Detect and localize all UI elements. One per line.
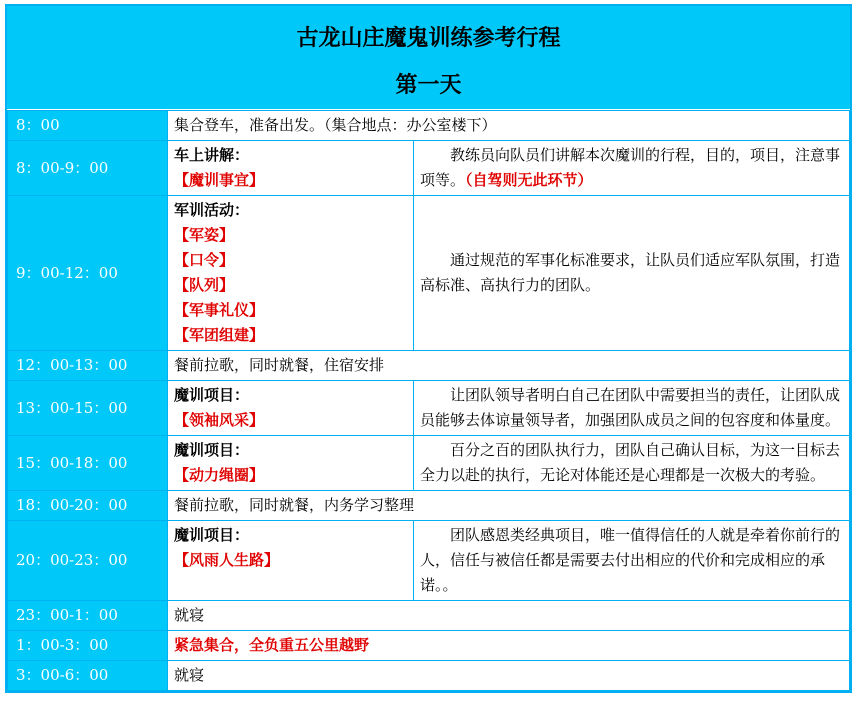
day-title: 第一天: [395, 72, 462, 98]
description-cell: 通过规范的军事化标准要求，让队员们适应军队氛围，打造高标准、高执行力的团队。: [414, 196, 850, 351]
activity-label: 魔训项目：: [174, 526, 250, 544]
activity-item: 【魔训事宜】: [174, 171, 265, 189]
time-cell: 3：00-6：00: [8, 661, 168, 691]
activity-cell: 餐前拉歌，同时就餐，住宿安排: [168, 351, 850, 381]
description-cell: 让团队领导者明白自己在团队中需要担当的责任，让团队成员能够去体谅量领导者，加强团队成员之间的包容度和体量度。: [414, 381, 850, 436]
time-cell: 23：00-1：00: [8, 601, 168, 631]
table-row: [8, 351, 850, 381]
itinerary-sheet: [5, 4, 852, 693]
activity-item: 【军事礼仪】: [174, 301, 265, 319]
activity-cell: 就寝: [168, 601, 850, 631]
activity-item: 【风雨人生路】: [174, 551, 280, 569]
time-cell: 12：00-13：00: [8, 351, 168, 381]
description-note: （自驾则无此环节）: [465, 171, 593, 189]
activity-cell: 就寝: [168, 661, 850, 691]
description-cell: [414, 141, 850, 196]
activity-item: 【口令】: [174, 251, 235, 269]
activity-item: 【军团组建】: [174, 326, 265, 344]
activity-item: 【队列】: [174, 276, 235, 294]
description-text: 教练员向队员们讲解本次魔训的行程，目的，项目，注意事项等。: [420, 146, 841, 189]
activity-cell: 集合登车，准备出发。（集合地点：办公室楼下）: [168, 111, 850, 141]
table-row: [8, 601, 850, 631]
itinerary-title: 古龙山庄魔鬼训练参考行程: [296, 25, 561, 51]
activity-cell: [168, 436, 414, 491]
activity-cell: 餐前拉歌，同时就餐，内务学习整理: [168, 491, 850, 521]
activity-label: 魔训项目：: [174, 441, 250, 459]
table-row: [8, 141, 850, 196]
table-row: [8, 381, 850, 436]
description-cell: 团队感恩类经典项目，唯一值得信任的人就是牵着你前行的人，信任与被信任都是需要去付出相应的代价和完成相应的承诺。。: [414, 521, 850, 601]
time-cell: 9：00-12：00: [8, 196, 168, 351]
table-row: [8, 491, 850, 521]
itinerary-table: [7, 110, 850, 691]
table-row: [8, 661, 850, 691]
time-cell: 13：00-15：00: [8, 381, 168, 436]
activity-cell: [168, 381, 414, 436]
itinerary-header: [7, 6, 850, 110]
table-row: [8, 111, 850, 141]
table-row: [8, 196, 850, 351]
time-cell: 1：00-3：00: [8, 631, 168, 661]
time-cell: 15：00-18：00: [8, 436, 168, 491]
activity-cell: [168, 196, 414, 351]
table-row: [8, 436, 850, 491]
time-cell: 20：00-23：00: [8, 521, 168, 601]
activity-label: 魔训项目：: [174, 386, 250, 404]
time-cell: 18：00-20：00: [8, 491, 168, 521]
time-cell: 8：00-9：00: [8, 141, 168, 196]
time-cell: 8：00: [8, 111, 168, 141]
activity-item: 【动力绳圈】: [174, 466, 265, 484]
activity-item: 【军姿】: [174, 226, 235, 244]
activity-item: 【领袖风采】: [174, 411, 265, 429]
table-row: [8, 521, 850, 601]
activity-label: 军训活动：: [174, 201, 250, 219]
table-row: [8, 631, 850, 661]
activity-label: 车上讲解：: [174, 146, 250, 164]
activity-cell: [168, 521, 414, 601]
activity-cell: [168, 141, 414, 196]
activity-cell: 紧急集合，全负重五公里越野: [168, 631, 850, 661]
description-cell: 百分之百的团队执行力，团队自己确认目标，为这一目标去全力以赴的执行，无论对体能还是心理都是一次极大的考验。: [414, 436, 850, 491]
